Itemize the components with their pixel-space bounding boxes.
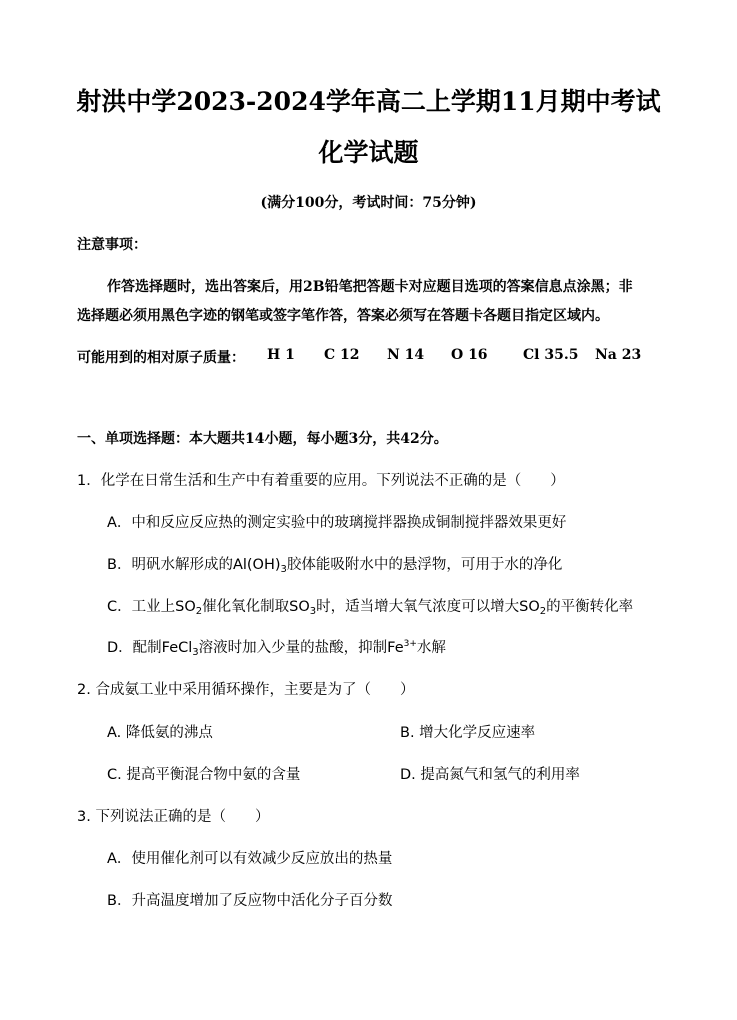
- q2-option-b: B. 增大化学反应速率: [400, 725, 536, 741]
- notes-line-2: 选择题必须用黑色字迹的钢笔或签字笔作答，答案必须写在答题卡各题目指定区域内。: [77, 308, 609, 324]
- exam-info: (满分100分，考试时间：75分钟): [260, 195, 477, 211]
- q1-stem: 1．化学在日常生活和生产中有着重要的应用。下列说法不正确的是（ ）: [77, 473, 565, 489]
- q1-b-text-2: 胶体能吸附水中的悬浮物，可用于水的净化: [286, 557, 563, 573]
- q1-option-a: A．中和反应反应热的测定实验中的玻璃搅拌器换成铜制搅拌器效果更好: [107, 515, 567, 531]
- q3-stem: 3. 下列说法正确的是（ ）: [77, 809, 270, 825]
- q1-c-text-2: 催化氧化制取SO: [202, 599, 310, 615]
- mass-cl: Cl 35.5: [523, 347, 579, 363]
- atomic-mass-label: 可能用到的相对原子质量：: [77, 350, 245, 366]
- q1-c-text-3: 时，适当增大氧气浓度可以增大SO: [316, 599, 540, 615]
- q1-option-d: [107, 636, 446, 658]
- mass-o: O 16: [451, 347, 488, 363]
- q1-option-b: [107, 553, 562, 575]
- exam-title: 射洪中学2023-2024学年高二上学期11月期中考试: [76, 87, 661, 116]
- q1-c-sub-3: 2: [539, 606, 547, 617]
- q1-c-text-4: 的平衡转化率: [546, 599, 634, 615]
- q1-d-text-3: 水解: [416, 640, 446, 656]
- q1-d-text-2: 溶液时加入少量的盐酸，抑制Fe: [198, 640, 404, 656]
- mass-na: Na 23: [595, 347, 642, 363]
- atomic-mass-line: [77, 347, 642, 367]
- q1-d-text-1: D．配制FeCl: [107, 640, 193, 656]
- mass-c: C 12: [324, 347, 360, 363]
- q1-c-text-1: C．工业上SO: [107, 599, 196, 615]
- q1-b-text-1: B．明矾水解形成的Al(OH): [107, 557, 281, 573]
- mass-n: N 14: [387, 347, 425, 363]
- q1-c-sub-2: 3: [309, 606, 317, 617]
- section-1-heading: 一、单项选择题：本大题共14小题，每小题3分，共42分。: [77, 431, 448, 447]
- q2-option-d: D. 提高氮气和氢气的利用率: [400, 767, 580, 783]
- q2-option-a: A. 降低氨的沸点: [107, 725, 213, 741]
- q1-c-sub-1: 2: [195, 606, 203, 617]
- q1-option-c: [107, 595, 633, 617]
- subject-title: 化学试题: [318, 138, 419, 167]
- q3-option-a: A．使用催化剂可以有效减少反应放出的热量: [107, 851, 393, 867]
- q3-option-b: B．升高温度增加了反应物中活化分子百分数: [107, 893, 393, 909]
- notes-line-1: 作答选择题时，选出答案后，用2B铅笔把答题卡对应题目选项的答案信息点涂黑；非: [107, 279, 633, 295]
- q1-d-sub: 3: [192, 647, 199, 658]
- notes-heading: 注意事项：: [77, 237, 147, 253]
- q2-stem: 2. 合成氨工业中采用循环操作，主要是为了（ ）: [77, 682, 415, 698]
- mass-h: H 1: [267, 347, 295, 363]
- q1-b-sub: 3: [280, 564, 287, 575]
- q1-d-sup: 3+: [403, 639, 417, 649]
- q2-option-c: C. 提高平衡混合物中氨的含量: [107, 767, 301, 783]
